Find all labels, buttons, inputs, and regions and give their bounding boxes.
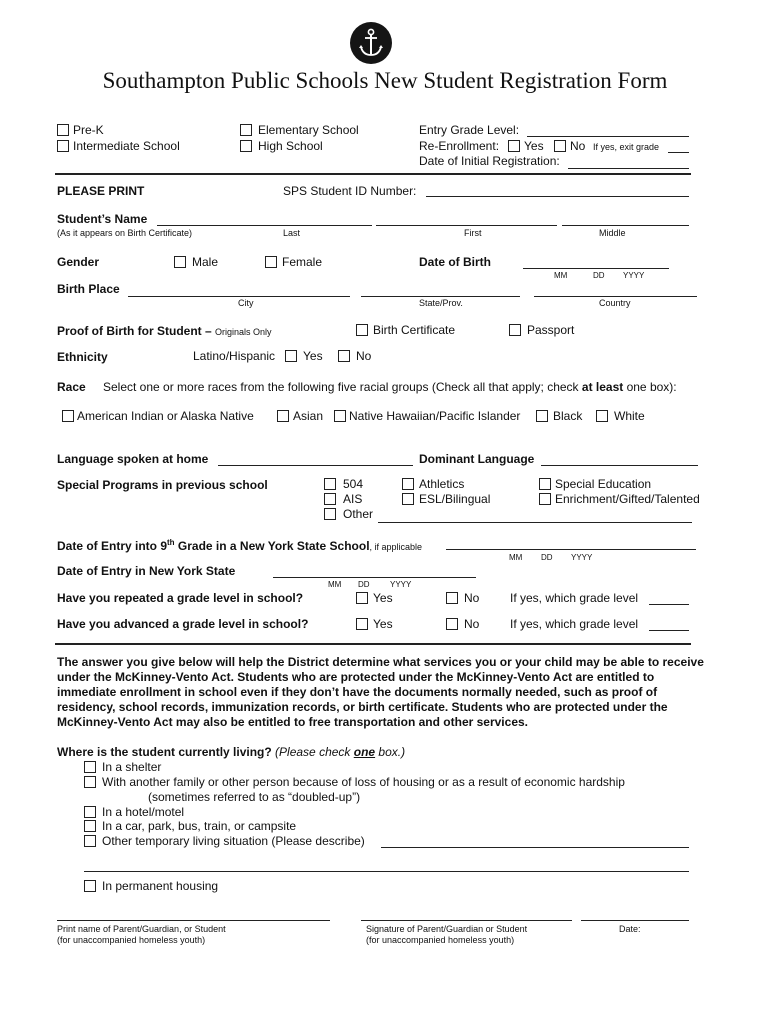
elementary-checkbox[interactable] xyxy=(240,124,252,136)
entry-9th-grade-label: Date of Entry into 9th Grade in a New York State School, if applicable xyxy=(57,538,423,553)
high-school-checkbox[interactable] xyxy=(240,140,252,152)
doubled-up-checkbox[interactable] xyxy=(84,776,96,788)
latino-no-checkbox[interactable] xyxy=(338,350,350,362)
entry-grade-field[interactable] xyxy=(527,136,689,137)
birth-place-label: Birth Place xyxy=(57,282,120,296)
entry9-mm-caption: MM xyxy=(509,553,523,562)
race-instructions: Select one or more races from the following five racial groups (Check all that apply; check at least one box): xyxy=(103,380,677,394)
entryny-dd-caption: DD xyxy=(358,580,370,589)
dob-label: Date of Birth xyxy=(419,255,491,269)
high-school-label: High School xyxy=(258,139,323,153)
repeated-grade-label: Have you repeated a grade level in school? xyxy=(57,591,304,605)
enrichment-checkbox[interactable] xyxy=(539,493,551,505)
asian-label: Asian xyxy=(293,409,324,423)
sps-id-label: SPS Student ID Number: xyxy=(283,184,417,198)
birth-city-field[interactable] xyxy=(128,296,350,297)
advanced-which-field[interactable] xyxy=(649,630,689,631)
white-label: White xyxy=(614,409,645,423)
program-504-checkbox[interactable] xyxy=(324,478,336,490)
dob-mm-caption: MM xyxy=(554,271,568,280)
entry-ny-label: Date of Entry in New York State xyxy=(57,564,236,578)
reenroll-no-checkbox[interactable] xyxy=(554,140,566,152)
male-label: Male xyxy=(192,255,219,269)
prek-label: Pre-K xyxy=(73,123,104,137)
last-caption: Last xyxy=(283,228,301,238)
hawaiian-checkbox[interactable] xyxy=(334,410,346,422)
hotel-label: In a hotel/motel xyxy=(102,805,185,819)
white-checkbox[interactable] xyxy=(596,410,608,422)
other-temporary-checkbox[interactable] xyxy=(84,835,96,847)
state-caption: State/Prov. xyxy=(419,298,463,308)
advanced-which-label: If yes, which grade level xyxy=(510,617,639,631)
female-label: Female xyxy=(282,255,323,269)
entry9-yyyy-caption: YYYY xyxy=(571,553,593,562)
hawaiian-label: Native Hawaiian/Pacific Islander xyxy=(349,409,521,423)
reenrollment-label: Re-Enrollment: xyxy=(419,139,500,153)
hotel-checkbox[interactable] xyxy=(84,806,96,818)
program-other-field[interactable] xyxy=(378,522,692,523)
repeated-no-checkbox[interactable] xyxy=(446,592,458,604)
female-checkbox[interactable] xyxy=(265,256,277,268)
program-other-checkbox[interactable] xyxy=(324,508,336,520)
doubled-up-label: With another family or other person because of loss of housing or as a result of economic hardship xyxy=(102,775,625,789)
male-checkbox[interactable] xyxy=(174,256,186,268)
other-temporary-field-2[interactable] xyxy=(84,871,689,872)
american-indian-label: American Indian or Alaska Native xyxy=(77,409,254,423)
asian-checkbox[interactable] xyxy=(277,410,289,422)
advanced-yes-checkbox[interactable] xyxy=(356,618,368,630)
entry-grade-label: Entry Grade Level: xyxy=(419,123,520,137)
esl-label: ESL/Bilingual xyxy=(419,492,491,506)
enrichment-label: Enrichment/Gifted/Talented xyxy=(555,492,700,506)
middle-name-field[interactable] xyxy=(562,225,689,226)
intermediate-label: Intermediate School xyxy=(73,139,180,153)
birth-certificate-hint: (As it appears on Birth Certificate) xyxy=(57,228,193,238)
other-temporary-field[interactable] xyxy=(381,847,689,848)
permanent-housing-label: In permanent housing xyxy=(102,879,219,893)
exit-grade-field[interactable] xyxy=(668,152,689,153)
proof-of-birth-label: Proof of Birth for Student – Originals Only xyxy=(57,324,272,338)
intermediate-checkbox[interactable] xyxy=(57,140,69,152)
form-title: Southampton Public Schools New Student Registration Form xyxy=(102,68,668,93)
reenroll-yes-checkbox[interactable] xyxy=(508,140,520,152)
american-indian-checkbox[interactable] xyxy=(62,410,74,422)
repeated-which-field[interactable] xyxy=(649,604,689,605)
elementary-label: Elementary School xyxy=(258,123,359,137)
signature-field[interactable] xyxy=(361,920,572,921)
initial-registration-field[interactable] xyxy=(568,168,689,169)
entryny-mm-caption: MM xyxy=(328,580,342,589)
section-divider xyxy=(55,173,691,175)
dob-dd-caption: DD xyxy=(593,271,605,280)
repeated-yes-checkbox[interactable] xyxy=(356,592,368,604)
date-caption: Date: xyxy=(619,924,641,934)
program-other-label: Other xyxy=(343,507,374,521)
shelter-label: In a shelter xyxy=(102,760,162,774)
program-ais-checkbox[interactable] xyxy=(324,493,336,505)
program-ais-label: AIS xyxy=(343,492,363,506)
date-field[interactable] xyxy=(581,920,689,921)
race-label: Race xyxy=(57,380,86,394)
home-language-field[interactable] xyxy=(218,465,413,466)
first-caption: First xyxy=(464,228,482,238)
program-504-label: 504 xyxy=(343,477,364,491)
birth-certificate-checkbox[interactable] xyxy=(356,324,368,336)
please-print-label: PLEASE PRINT xyxy=(57,184,145,198)
athletics-checkbox[interactable] xyxy=(402,478,414,490)
gender-label: Gender xyxy=(57,255,100,269)
advanced-no-label: No xyxy=(464,617,480,631)
city-caption: City xyxy=(238,298,254,308)
shelter-checkbox[interactable] xyxy=(84,761,96,773)
country-caption: Country xyxy=(599,298,631,308)
entry9-dd-caption: DD xyxy=(541,553,553,562)
car-park-checkbox[interactable] xyxy=(84,820,96,832)
entry-ny-field[interactable] xyxy=(273,577,476,578)
sps-id-field[interactable] xyxy=(426,196,689,197)
permanent-housing-checkbox[interactable] xyxy=(84,880,96,892)
signature-caption-2: (for unaccompanied homeless youth) xyxy=(366,935,515,945)
signature-caption: Signature of Parent/Guardian or Student xyxy=(366,924,528,934)
dominant-language-label: Dominant Language xyxy=(419,452,535,466)
car-park-label: In a car, park, bus, train, or campsite xyxy=(102,819,297,833)
print-name-caption-2: (for unaccompanied homeless youth) xyxy=(57,935,206,945)
repeated-which-label: If yes, which grade level xyxy=(510,591,639,605)
dominant-language-field[interactable] xyxy=(541,465,698,466)
print-name-field[interactable] xyxy=(57,920,330,921)
birth-country-field[interactable] xyxy=(534,296,697,297)
prek-checkbox[interactable] xyxy=(57,124,69,136)
passport-checkbox[interactable] xyxy=(509,324,521,336)
athletics-label: Athletics xyxy=(419,477,465,491)
student-name-label: Student’s Name xyxy=(57,212,148,226)
other-temporary-label: Other temporary living situation (Please describe) xyxy=(102,834,365,848)
school-logo xyxy=(350,22,392,64)
birth-state-field[interactable] xyxy=(361,296,520,297)
first-name-field[interactable] xyxy=(376,225,557,226)
dob-yyyy-caption: YYYY xyxy=(623,271,645,280)
home-language-label: Language spoken at home xyxy=(57,452,209,466)
dob-field[interactable] xyxy=(523,268,669,269)
latino-no-label: No xyxy=(356,349,372,363)
special-programs-label: Special Programs in previous school xyxy=(57,478,268,492)
esl-checkbox[interactable] xyxy=(402,493,414,505)
repeated-no-label: No xyxy=(464,591,480,605)
living-question: Where is the student currently living? (Please check one box.) xyxy=(57,745,406,759)
advanced-no-checkbox[interactable] xyxy=(446,618,458,630)
repeated-yes-label: Yes xyxy=(373,591,393,605)
middle-caption: Middle xyxy=(599,228,626,238)
black-label: Black xyxy=(553,409,583,423)
black-checkbox[interactable] xyxy=(536,410,548,422)
reenroll-no-label: No xyxy=(570,139,586,153)
initial-registration-label: Date of Initial Registration: xyxy=(419,154,560,168)
latino-yes-label: Yes xyxy=(303,349,323,363)
section-divider-2 xyxy=(55,643,691,645)
special-education-label: Special Education xyxy=(555,477,652,491)
special-education-checkbox[interactable] xyxy=(539,478,551,490)
doubled-up-note: (sometimes referred to as “doubled-up”) xyxy=(148,790,361,804)
anchor-icon xyxy=(350,22,392,64)
mckinney-vento-notice: The answer you give below will help the District determine what services you or your child may be able to receive under the McKinney-Vento Act. Students who are protected under the McKinney-Vento Act are entitled to immediate enrollment in school even if they don’t have the documents normally needed, such as proof of residency, school records, immunization records, or birth certificate. Students who are protected under the McKinney-Vento Act may also be entitled to free transportation and other services. xyxy=(57,655,704,729)
last-name-field[interactable] xyxy=(157,225,372,226)
latino-yes-checkbox[interactable] xyxy=(285,350,297,362)
passport-label: Passport xyxy=(527,323,575,337)
print-name-caption: Print name of Parent/Guardian, or Student xyxy=(57,924,226,934)
exit-grade-label: If yes, exit grade xyxy=(593,142,660,152)
reenroll-yes-label: Yes xyxy=(524,139,544,153)
entry-9th-grade-field[interactable] xyxy=(446,549,696,550)
latino-label: Latino/Hispanic xyxy=(193,349,276,363)
entryny-yyyy-caption: YYYY xyxy=(390,580,412,589)
advanced-yes-label: Yes xyxy=(373,617,393,631)
advanced-grade-label: Have you advanced a grade level in school? xyxy=(57,617,309,631)
ethnicity-label: Ethnicity xyxy=(57,350,108,364)
birth-certificate-label: Birth Certificate xyxy=(373,323,456,337)
